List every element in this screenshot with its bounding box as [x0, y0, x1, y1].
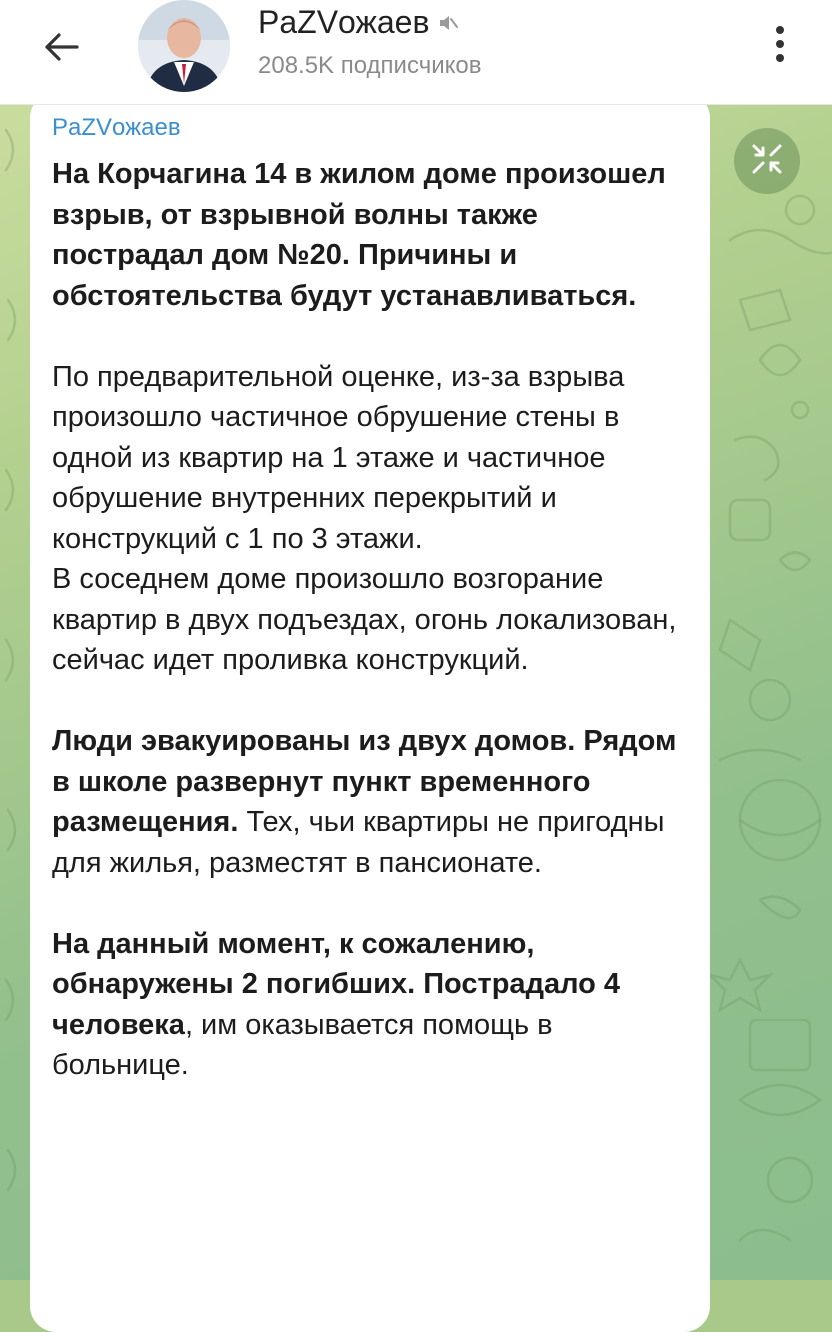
- message-sender[interactable]: PaZVожаев: [52, 114, 181, 141]
- message-bubble[interactable]: [30, 92, 710, 1332]
- channel-title[interactable]: [258, 4, 459, 41]
- paragraph-1-bold: На Корчагина 14 в жилом доме произошел взрыв, от взрывной волны также пострадал дом №20. Причины и обстоятельства будут устанавливаться.: [52, 158, 666, 312]
- collapse-arrows-icon: [750, 142, 784, 181]
- message-paragraph-4: [52, 721, 686, 883]
- muted-speaker-icon: [437, 12, 459, 34]
- paragraph-5-bold-1: На данный момент, к сожалению, обнаружены 2 погибших.: [52, 927, 535, 1000]
- channel-name: PaZVожаев: [258, 4, 430, 40]
- paragraph-4-text: Тех, чьи квартиры не пригодны для жилья, разместят в пансионате.: [52, 806, 665, 879]
- message-paragraph-1: [52, 154, 686, 316]
- more-vertical-icon: [775, 24, 785, 69]
- paragraph-4-bold: Люди эвакуированы из двух домов. Рядом в школе развернут пункт временного размещения.: [52, 725, 677, 838]
- paragraph-5-bold-2: Пострадало 4 человека: [52, 968, 621, 1041]
- message-paragraph-2: По предварительной оценке, из-за взрыва произошло частичное обрушение стены в одной из квартир на 1 этаже и частичное обрушение внутренних перекрытий и конструкций с 1 по 3 этажи.: [52, 360, 625, 555]
- message-paragraph-5: [52, 924, 686, 1086]
- paragraph-5-text: , им оказывается помощь в больнице.: [52, 1008, 553, 1081]
- back-arrow-icon: [43, 32, 79, 67]
- avatar-portrait: [138, 0, 230, 92]
- chat-header: [0, 0, 832, 105]
- channel-avatar[interactable]: [138, 0, 230, 92]
- collapse-button[interactable]: [734, 128, 800, 194]
- back-button[interactable]: [34, 22, 88, 76]
- message-paragraph-3: В соседнем доме произошло возгорание квартир в двух подъездах, огонь локализован, сейчас идет проливка конструкций.: [52, 563, 677, 676]
- subscriber-count: 208.5K подписчиков: [258, 52, 482, 79]
- more-menu-button[interactable]: [760, 18, 800, 74]
